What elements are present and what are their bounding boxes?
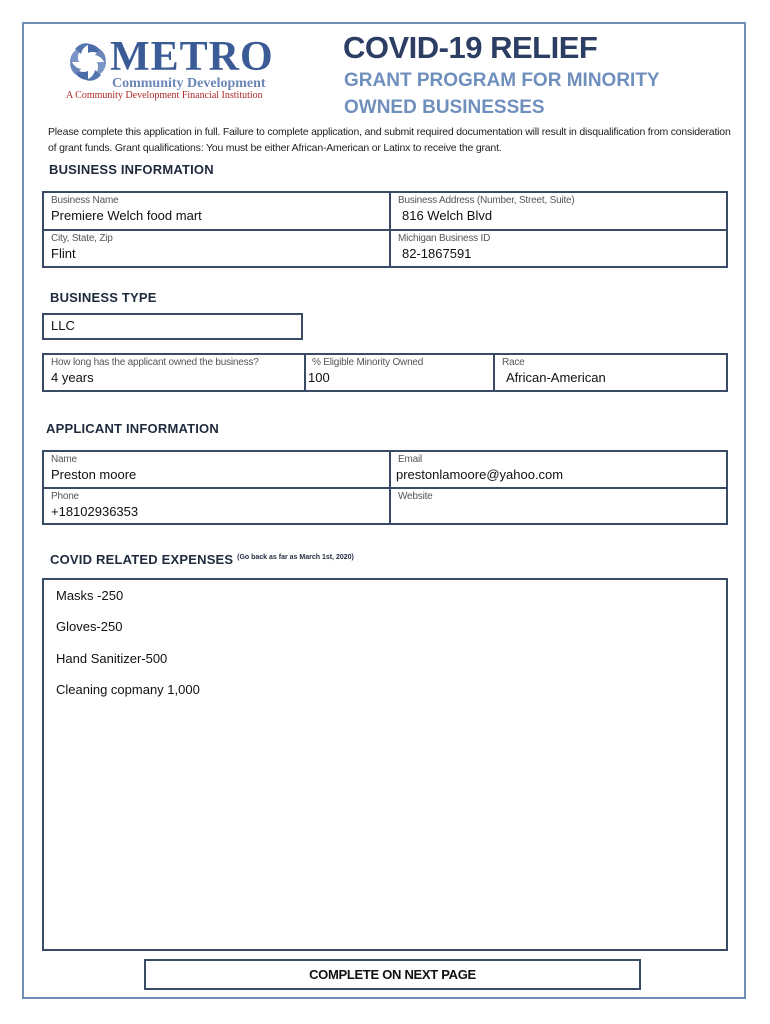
business-name-label: Business Name — [51, 195, 119, 206]
ownership-years-value: 4 years — [51, 370, 94, 385]
applicant-email-label: Email — [398, 454, 423, 465]
complete-next-page-banner: COMPLETE ON NEXT PAGE — [144, 959, 641, 990]
city-state-zip-value: Flint — [51, 246, 76, 261]
swirl-logo-icon — [66, 40, 110, 84]
race-value: African-American — [506, 370, 606, 385]
ownership-years-label: How long has the applicant owned the business? — [51, 357, 259, 368]
race-field[interactable] — [495, 355, 726, 390]
business-address-field[interactable] — [391, 193, 726, 229]
business-info-table — [42, 191, 728, 268]
business-address-value: 816 Welch Blvd — [402, 208, 493, 223]
expense-item: Hand Sanitizer-500 — [56, 651, 168, 666]
applicant-website-label: Website — [398, 491, 433, 502]
expenses-heading-text: COVID RELATED EXPENSES — [50, 552, 234, 567]
applicant-info-table — [42, 450, 728, 525]
expenses-heading-note: (Go back as far as March 1st, 2020) — [237, 554, 354, 561]
business-type-heading: BUSINESS TYPE — [50, 290, 157, 305]
logo-subtitle: Community Development — [112, 76, 266, 91]
applicant-name-value: Preston moore — [51, 467, 137, 482]
minority-owned-label: % Eligible Minority Owned — [312, 357, 424, 368]
ownership-years-field[interactable] — [44, 355, 304, 390]
applicant-website-field[interactable] — [391, 489, 726, 523]
business-type-field[interactable] — [42, 313, 303, 340]
expense-item: Cleaning copmany 1,000 — [56, 682, 200, 697]
applicant-phone-field[interactable] — [44, 489, 389, 523]
business-name-value: Premiere Welch food mart — [51, 208, 202, 223]
city-state-zip-label: City, State, Zip — [51, 233, 113, 244]
form-title: COVID-19 RELIEF — [343, 30, 598, 65]
minority-owned-field[interactable] — [306, 355, 493, 390]
business-name-field[interactable] — [44, 193, 389, 229]
ownership-table — [42, 353, 728, 392]
michigan-business-id-value: 82-1867591 — [402, 246, 472, 261]
intro-text: Please complete this application in full. Failure to complete application, and submit required documentation will result in disqualification from consideration of grant funds. Grant qualifications: You must be either African-American or Latinx to receive the grant. — [48, 126, 731, 154]
applicant-phone-label: Phone — [51, 491, 79, 502]
business-info-heading: BUSINESS INFORMATION — [49, 162, 214, 177]
business-address-label: Business Address (Number, Street, Suite) — [398, 195, 575, 206]
michigan-business-id-field[interactable] — [391, 231, 726, 266]
applicant-info-heading: APPLICANT INFORMATION — [46, 421, 219, 436]
logo-brand: METRO — [110, 34, 274, 80]
applicant-phone-value: +18102936353 — [51, 504, 139, 519]
city-state-zip-field[interactable] — [44, 231, 389, 266]
expense-item: Masks -250 — [56, 588, 124, 603]
logo-tagline: A Community Development Financial Institution — [66, 90, 263, 101]
expenses-textarea[interactable] — [42, 578, 728, 951]
applicant-email-field[interactable] — [391, 452, 726, 487]
expenses-heading — [50, 552, 354, 567]
business-type-value: LLC — [51, 318, 75, 333]
applicant-name-field[interactable] — [44, 452, 389, 487]
form-subtitle: GRANT PROGRAM FOR MINORITY OWNED BUSINESSES — [344, 70, 660, 118]
minority-owned-value: 100 — [308, 370, 330, 385]
applicant-email-value: prestonlamoore@yahoo.com — [396, 467, 564, 482]
race-label: Race — [502, 357, 525, 368]
metro-logo — [62, 36, 290, 106]
expense-item: Gloves-250 — [56, 619, 123, 634]
applicant-name-label: Name — [51, 454, 77, 465]
michigan-business-id-label: Michigan Business ID — [398, 233, 491, 244]
